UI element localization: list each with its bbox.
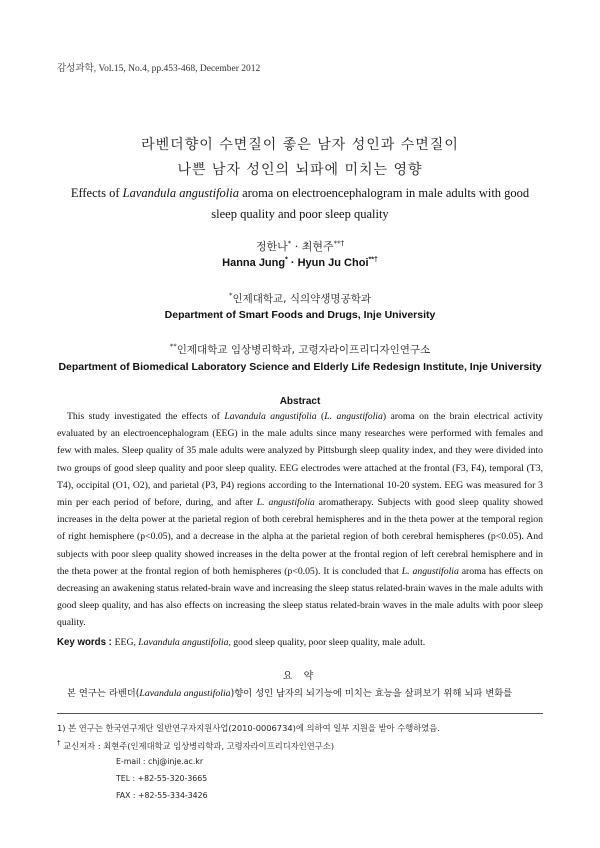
author-1-kr-mark: * (287, 239, 292, 248)
author-2-kr: 최현주 (301, 240, 334, 253)
author-1-en: Hanna Jung (222, 257, 286, 269)
affiliation-1-korean (0, 291, 600, 306)
author-2-kr-mark: **† (333, 239, 345, 248)
english-title-pre: Effects of (70, 186, 123, 200)
korean-title-line-2: 나쁜 남자 성인의 뇌파에 미치는 영향 (177, 162, 423, 178)
affiliation-1-kr-text: 인제대학교, 식의약생명공학과 (232, 293, 372, 305)
abstract-text-5: aroma has effects on decreasing an awakening status related-brain wave and increasing the sleep status related-brain waves in the male adults with good sleep quality, and has also effects on increasing the sleep status related-brain waves in the male adults with poor sleep quality. (57, 565, 543, 629)
affiliation-1-mark: * (228, 291, 233, 300)
affiliation-2-english: Department of Biomedical Laboratory Science and Elderly Life Redesign Institute, Inje University (58, 361, 542, 373)
footnote-dagger: † (57, 739, 61, 748)
korean-title-line-1: 라벤더향이 수면질이 좋은 남자 성인과 수면질이 (141, 137, 459, 153)
footnote-divider (57, 713, 543, 714)
abstract-body (57, 408, 543, 632)
abstract-text-1: This study investigated the effects of (67, 411, 225, 422)
footnote-corresponding-text: 교신저자 : 최현주(인제대학교 임상병리학과, 고령자라이프리디자인연구소) (60, 741, 335, 751)
affiliation-2-kr-text: 인제대학교 임상병리학과, 고령자라이프리디자인연구소 (176, 344, 431, 356)
english-title (60, 183, 540, 225)
journal-citation: 감성과학, Vol.15, No.4, pp.453-468, December 2012 (57, 64, 261, 74)
abstract-species-2: L. angustifolia (324, 411, 383, 422)
korean-summary-first-line (57, 685, 543, 699)
author-2-en-mark: **† (368, 256, 378, 264)
abstract-text-2: ( (316, 411, 325, 422)
abstract-species-4: L. angustifolia (401, 565, 459, 577)
contact-fax: FAX : +82-55-334-3426 (116, 791, 208, 800)
keywords-species: Lavandula angustifolia, (138, 637, 231, 648)
affiliation-1-english: Department of Smart Foods and Drugs, Inje University (164, 309, 436, 321)
english-title-species: Lavandula angustifolia (122, 186, 239, 200)
author-2-en: Hyun Ju Choi (297, 257, 369, 269)
author-1-en-mark: * (285, 256, 288, 264)
korean-summary-heading: 요 약 (282, 671, 318, 682)
abstract-heading: Abstract (279, 396, 321, 407)
author-separator-kr: · (291, 240, 302, 253)
abstract-text-4: aromatherapy. Subjects with good sleep quality showed increases in the delta power at the parietal region of both cerebral hemispheres and in the theta power at the temporal region of right hemisphere (p<0.05), and a decrease in the alpha at the parietal region of both cerebral hemispheres (p<0.05). And subjects with poor sleep quality showed increases in the delta power at the frontal region of left cerebral hemisphere and in the theta power at the frontal region of both hemispheres (p<0.05). It is concluded that (57, 497, 543, 577)
abstract-species-3: L. angustifolia (256, 497, 315, 509)
summary-pre: 본 연구는 라벤더( (67, 688, 140, 699)
abstract-species-1: Lavandula angustifolia (224, 411, 317, 422)
footnote-corresponding (57, 740, 334, 752)
contact-tel: TEL : +82-55-320-3665 (116, 774, 208, 783)
keywords-post: good sleep quality, poor sleep quality, male adult. (230, 637, 426, 648)
english-title-post: aroma on electroencephalogram in male adults with good sleep quality and poor sleep quality (211, 186, 530, 221)
keywords-label: Key words : (57, 637, 115, 648)
keywords (57, 634, 543, 651)
author-1-kr: 정한나 (255, 240, 288, 253)
affiliation-2-korean (0, 342, 600, 357)
summary-species: Lavandula angustifolia (139, 688, 231, 699)
authors-english (0, 257, 600, 269)
authors-korean (0, 238, 600, 254)
author-separator-en: · (287, 257, 298, 269)
abstract-text-3: ) aroma on the brain electrical activity evaluated by an electroencephalogram (EEG) in the male adults since many researches were performed with females and few with males. Sleep quality of 35 male adults were analyzed by Pittsburgh sleep quality index, and they were divided into two groups of good sleep quality and poor sleep quality. EEG electrodes were attached at the frontal (F3, F4), temporal (T3, T4), occipital (O1, O2), and parietal (P3, P4) regions according to the International 10-20 system. EEG was measured for 3 min per each period of before, during, and after (57, 411, 543, 509)
footnote-funding: 1) 본 연구는 한국연구재단 일반연구자지원사업(2010-0006734)에 의하여 일부 지원을 받아 수행하였음. (57, 723, 440, 733)
contact-email: E-mail : chj@inje.ac.kr (116, 757, 204, 766)
summary-post: )향이 성인 남자의 뇌기능에 미치는 효능을 살펴보기 위해 뇌파 변화를 (230, 688, 513, 699)
affiliation-2-mark: ** (169, 342, 177, 351)
keywords-pre: EEG, (114, 637, 139, 648)
